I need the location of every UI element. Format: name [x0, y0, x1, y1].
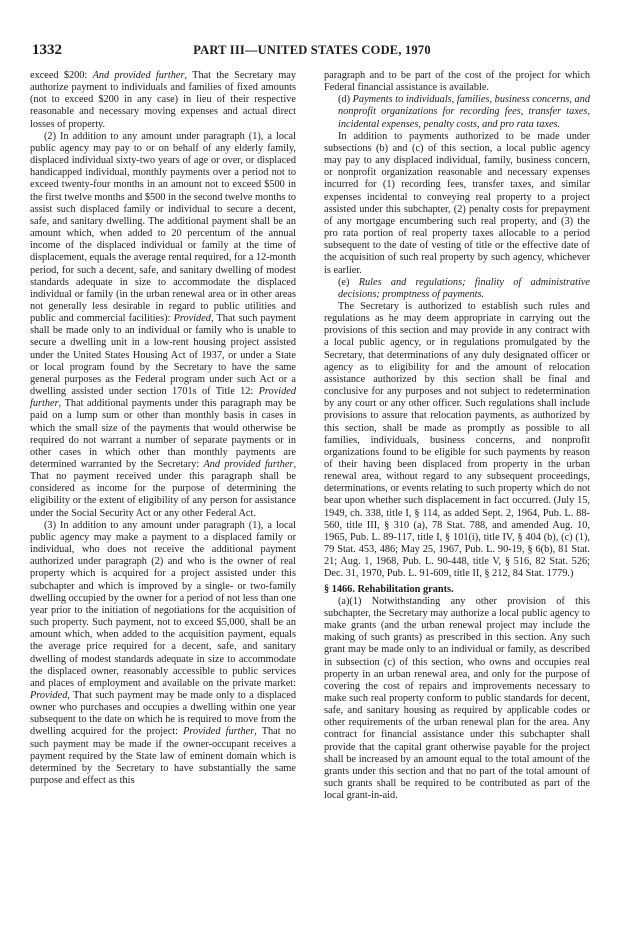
subsection-title: Rules and regulations; finality of administrative decisions; promptness of payments. [338, 276, 590, 300]
right-column [324, 70, 590, 926]
text-run: (3) In addition to any amount under paragraph (1), a local public agency may make a payment to a displaced family or individual, who does not receive the additional payment authorized under paragraph (2) and who is the owner of real property which is acquired for a project assisted under this subchapter and which is improved by a single- or two-family dwelling occupied by the owner for a period of not less than one year prior to the initiation of negotiations for the acquisition of such property. Such payment, not to exceed $5,000, shall be an amount which, when added to the acquisition payment, equals the average price required for a decent, safe, and sanitary dwelling of modest standards adequate in size to accommodate the displaced owner, reasonably accessible to public services and places of employment and available on the private market: [30, 519, 296, 689]
text-run: exceed $200: [30, 70, 93, 81]
left-column [30, 70, 296, 926]
paragraph: In addition to payments authorized to be made under subsections (b) and (c) of this section, a local public agency may pay to any displaced individual, family, business concern, or nonprofit organization reasonable and necessary expenses incurred for (1) recording fees, transfer taxes, and similar expenses incidental to conveying real property to a project assisted under this subchapter, (2) penalty costs for prepayment of any mortgage encumbering such real property, and (3) the pro rata portion of real property taxes allocable to a period subsequent to the date of vesting of title or the effective date of the acquisition of such real property by such agency, whichever is earlier. [324, 130, 590, 276]
text-run: , That no payment received under this paragraph shall be considered as income for the purpose of determining the eligibility or the extent of eligibility of any person for assistance under the Social Security Act or any other Federal Act. [30, 459, 296, 519]
italic-text: And provided further [203, 459, 294, 470]
text-run: , That the Secretary may authorize payment to individuals and families of fixed amounts (not to exceed $200 in any case) in lieu of their respective reasonable and necessary moving expenses and actual direct losses of property. [30, 70, 296, 130]
text-run: , That such payment may be made only to a displaced owner who purchases and occupies a dwelling within one year subsequent to the date on which he is required to move from the dwelling acquired for the project: [30, 689, 296, 738]
paragraph: The Secretary is authorized to establish such rules and regulations as he may deem appropriate in carrying out the provisions of this section and may provide in any contract with a local public agency, or in regulations promulgated by the Secretary, that determinations of any duly designated officer or agency as to eligibility for and the amount of relocation assistance authorized by this section shall be final and conclusive for any purposes and not subject to redetermination by any court or any other officer. Such regulations shall include provisions to assure that relocation payments, as authorized by this section, shall be made as promptly as possible to all families, individuals, business concerns, and nonprofit organizations found to be eligible for such payments by reason of their having been displaced from property in the urban renewal area, without regard to any subsequent proceedings, determinations, or events relating to such property which do not bear upon whether such displacement in fact occurred. (July 15, 1949, ch. 338, title I, § 114, as added Sept. 2, 1964, Pub. L. 88-560, title III, § 310 (a), 78 Stat. 788, and amended Aug. 10, 1965, Pub. L. 89-117, title I, § 101(i), title IV, § 404 (b), (c) (1), 79 Stat. 453, 486; May 25, 1967, Pub. L. 90-19, § 6(b), 81 Stat. 21; Aug. 1, 1968, Pub. L. 90-448, title V, § 516, 82 Stat. 526; Dec. 31, 1970, Pub. L. 91-609, title II, § 212, 84 Stat. 1779.) [324, 300, 590, 580]
subsection-label: (e) [338, 276, 359, 288]
section-heading: § 1466. Rehabilitation grants. [324, 583, 454, 595]
italic-text: Provided [173, 313, 211, 325]
page-number: 1332 [32, 42, 62, 58]
paragraph: paragraph and to be part of the cost of the project for which Federal financial assistance is available. [324, 70, 590, 94]
subsection-heading [324, 94, 590, 130]
paragraph [30, 70, 296, 131]
page-header [26, 42, 598, 62]
subsection-label: (d) [338, 94, 353, 106]
italic-text: Provided further [30, 386, 296, 410]
text-run: , That additional payments under this paragraph may be paid on a lump sum or other than monthly basis in cases in which the small size of the payments that would otherwise be required do not warrant a number of separate payments or in other cases in which other than monthly payments are determined warranted by the Secretary: [30, 398, 296, 470]
subsection-title: Payments to individuals, families, business concerns, and nonprofit organizations for recording fees, transfer taxes, incidental expenses, penalty costs, and pro rata taxes. [338, 94, 590, 130]
text-run: (2) In addition to any amount under paragraph (1), a local public agency may pay to or on behalf of any elderly family, displaced individual sixty-two years of age or over, or displaced handicapped individual, monthly payments over a period not to exceed twenty-four months in an amount not to exceed $500 in the first twelve months and $500 in the second twelve months to assist such displaced family or individual to secure a decent, safe, and sanitary dwelling. The additional payment shall be an amount which, when added to 20 percentum of the annual income of the displaced individual or family at the time of displacement, equals the average rental required, for a 12-month period, for such a decent, safe, and sanitary dwelling of modest standards adequate in size to accommodate the displaced individual or family (in the urban renewal area or in other areas not generally less desirable in regard to public utilities and public and commercial facilities): [30, 130, 296, 325]
italic-text: And provided further [92, 70, 185, 81]
paragraph: (a)(1) Notwithstanding any other provision of this subchapter, the Secretary may authorize a local public agency to make grants (and the urban renewal project may include the making of such grants) as prescribed in this section. Any such grant may be made only to an individual or family, as described in subsection (c) of this section, who owns and occupies real property in an urban renewal area, and only for the purpose of covering the cost of repairs and improvements necessary to make such real property conform to public standards for decent, safe, and sanitary housing as required by applicable codes or other requirements of the urban renewal plan for the area. Any contract for financial assistance under this subchapter shall provide that the capital grant otherwise payable for the project shall be increased by an amount equal to the total amount of the grants under this section and that no part of the total amount of such grants shall be required to be contributed as part of the local grant-in-aid. [324, 595, 590, 802]
subsection-heading [324, 277, 590, 301]
italic-text: Provided [30, 689, 68, 701]
paragraph [30, 131, 296, 520]
text-run: , That such payment shall be made only to an individual or family who is unable to secure a dwelling unit in a low-rent housing project assisted under the United States Housing Act of 1937, or under a State or local program found by the Secretary to have the same general purposes as the Federal program under such Act or a dwelling assisted under section 1701s of Title 12: [30, 313, 296, 398]
text-run: , That no such payment may be made if the owner-occupant receives a payment required by the State law of eminent domain which is determined by the Secretary to have substantially the same purpose and effect as this [30, 726, 296, 787]
paragraph [30, 520, 296, 787]
italic-text: Provided further [183, 726, 255, 738]
running-head: PART III—UNITED STATES CODE, 1970 [193, 43, 431, 57]
